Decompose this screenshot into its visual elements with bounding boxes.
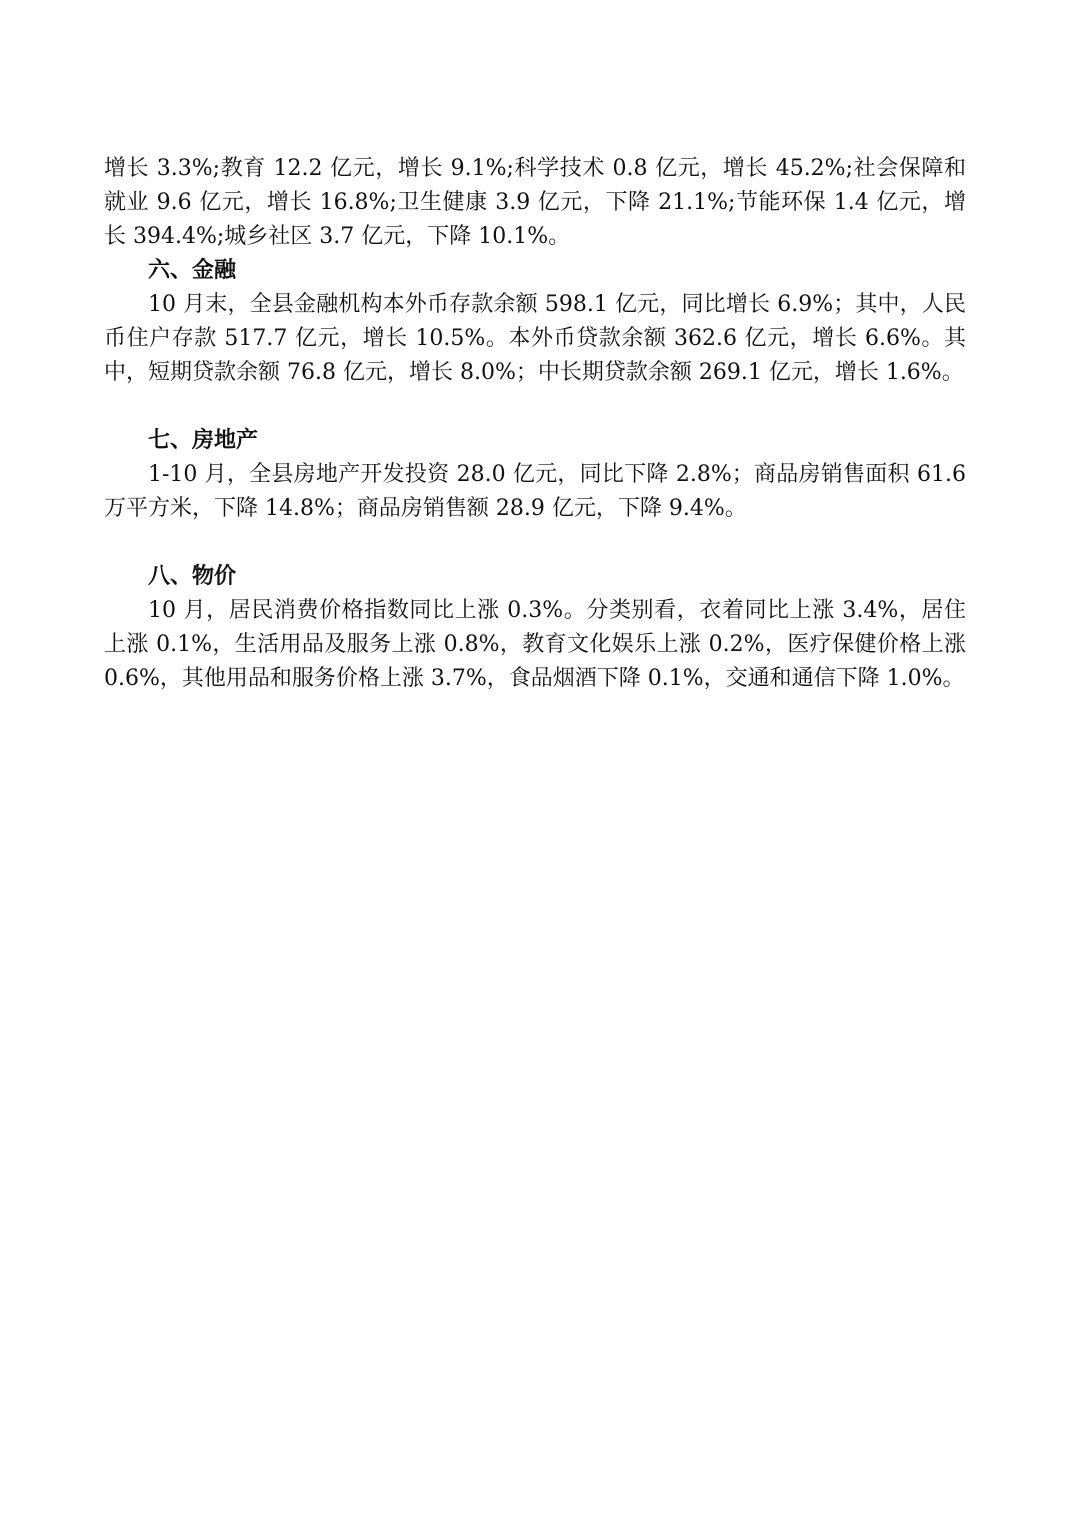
- fiscal-expenditure-paragraph: 增长 3.3%;教育 12.2 亿元，增长 9.1%;科学技术 0.8 亿元，增长 45.2%;社会保障和就业 9.6 亿元，增长 16.8%;卫生健康 3.9 亿元，下降 21.1%;节能环保 1.4 亿元，增长 394.4%;城乡社区 3.7 亿元，下降 10.1%。: [104, 156, 966, 249]
- real-estate-paragraph: 1-10 月，全县房地产开发投资 28.0 亿元，同比下降 2.8%；商品房销售面积 61.6 万平方米，下降 14.8%；商品房销售额 28.9 亿元，下降 9.4%。: [104, 462, 966, 521]
- section-spacer: [104, 526, 966, 560]
- section-heading-real-estate: 七、房地产: [148, 428, 259, 453]
- section-heading-prices: 八、物价: [148, 564, 237, 589]
- prices-paragraph: 10 月，居民消费价格指数同比上涨 0.3%。分类别看，衣着同比上涨 3.4%，居住上涨 0.1%，生活用品及服务上涨 0.8%，教育文化娱乐上涨 0.2%，医疗保健价格上涨 0.6%，其他用品和服务价格上涨 3.7%，食品烟酒下降 0.1%，交通和通信下降 1.0%。: [104, 598, 966, 691]
- section-spacer: [104, 390, 966, 424]
- document-body: [104, 152, 966, 696]
- finance-paragraph: 10 月末，全县金融机构本外币存款余额 598.1 亿元，同比增长 6.9%；其中，人民币住户存款 517.7 亿元，增长 10.5%。本外币贷款余额 362.6 亿元，增长 6.6%。其中，短期贷款余额 76.8 亿元，增长 8.0%；中长期贷款余额 269.1 亿元，增长 1.6%。: [104, 292, 966, 385]
- section-heading-finance: 六、金融: [148, 258, 237, 283]
